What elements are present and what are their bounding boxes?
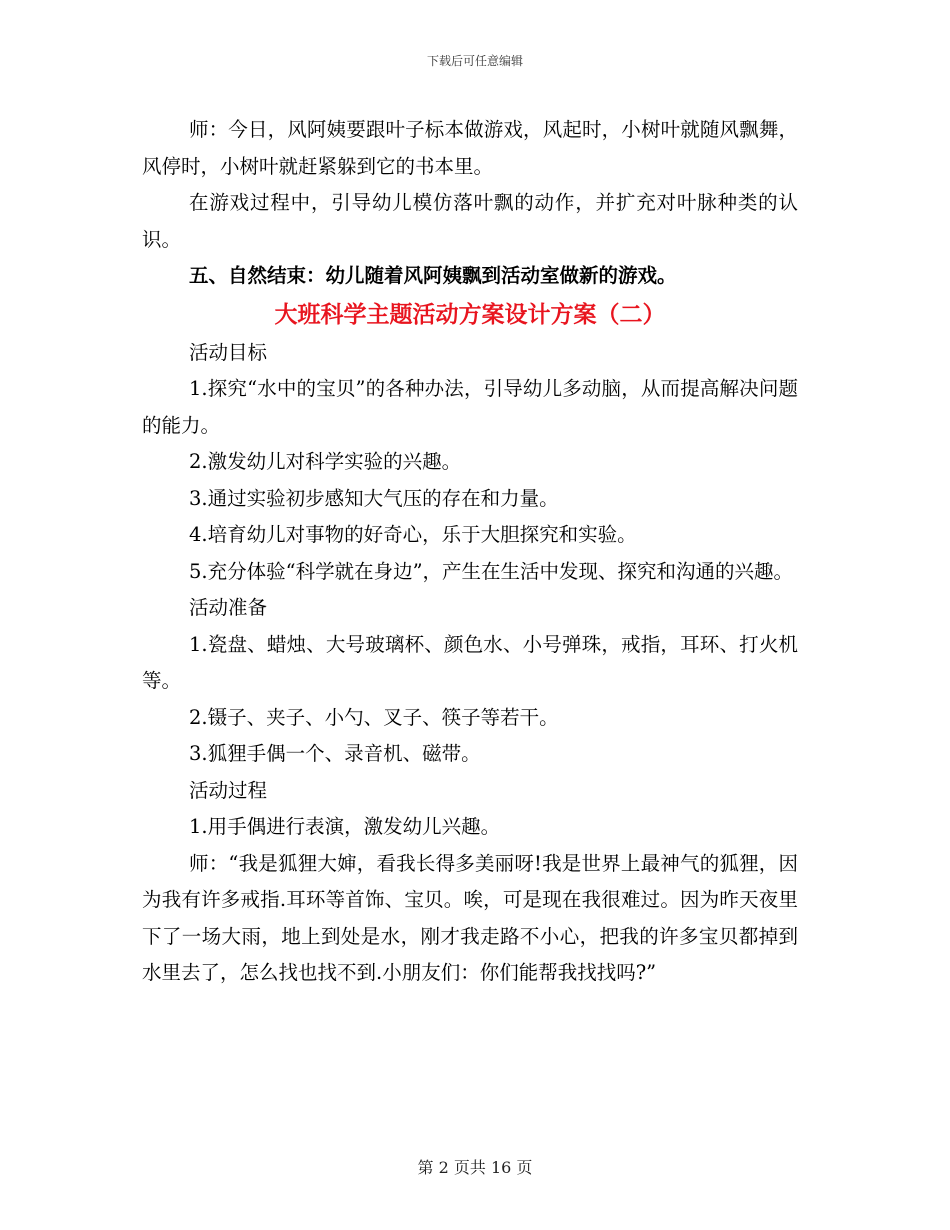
section-heading-natural-end: 五、自然结束：幼儿随着风阿姨飘到活动室做新的游戏。	[189, 264, 677, 287]
goal-item-1: 1.探究“水中的宝贝”的各种办法，引导幼儿多动脑，从而提高解决问题的能力。	[142, 377, 798, 437]
paragraph-teacher-game: 师：今日，风阿姨要跟叶子标本做游戏，风起时，小树叶就随风飘舞，风停时，小树叶就赶紧躲到它的书本里。	[142, 118, 798, 178]
document-title: 大班科学主题活动方案设计方案（二）	[274, 301, 666, 328]
preparation-item-3: 3.狐狸手偶一个、录音机、磁带。	[189, 742, 481, 765]
process-item-1: 1.用手偶进行表演，激发幼儿兴趣。	[189, 815, 501, 838]
section-heading-preparation: 活动准备	[189, 596, 268, 619]
page-header: 下载后可任意编辑	[426, 54, 523, 68]
preparation-item-2: 2.镊子、夹子、小勺、叉子、筷子等若干。	[189, 705, 559, 729]
section-heading-goals: 活动目标	[189, 340, 268, 364]
goal-item-3: 3.通过实验初步感知大气压的存在和力量。	[189, 486, 559, 510]
paragraph-fox-speech: 师：“我是狐狸大婶，看我长得多美丽呀!我是世界上最神气的狐狸，因为我有许多戒指.耳环等首饰、宝贝。唉，可是现在我很难过。因为昨天夜里下了一场大雨，地上到处是水，刚才我走路不小心，把我的许多宝贝都掉到水里去了，怎么找也找不到.小朋友们：你们能帮我找找吗?”	[142, 851, 798, 984]
section-heading-process: 活动过程	[189, 778, 268, 802]
goal-item-4: 4.培育幼儿对事物的好奇心，乐于大胆探究和实验。	[189, 523, 637, 546]
preparation-item-1: 1.瓷盘、蜡烛、大号玻璃杯、颜色水、小号弹珠，戒指，耳环、打火机等。	[142, 632, 798, 692]
goal-item-5: 5.充分体验“科学就在身边”，产生在生活中发现、探究和沟通的兴趣。	[189, 559, 794, 583]
paragraph-game-process: 在游戏过程中，引导幼儿模仿落叶飘的动作，并扩充对叶脉种类的认识。	[142, 191, 798, 251]
goal-item-2: 2.激发幼儿对科学实验的兴趣。	[189, 450, 462, 473]
document-body	[142, 112, 798, 992]
page-footer: 第 2 页共 16 页	[417, 1158, 533, 1177]
